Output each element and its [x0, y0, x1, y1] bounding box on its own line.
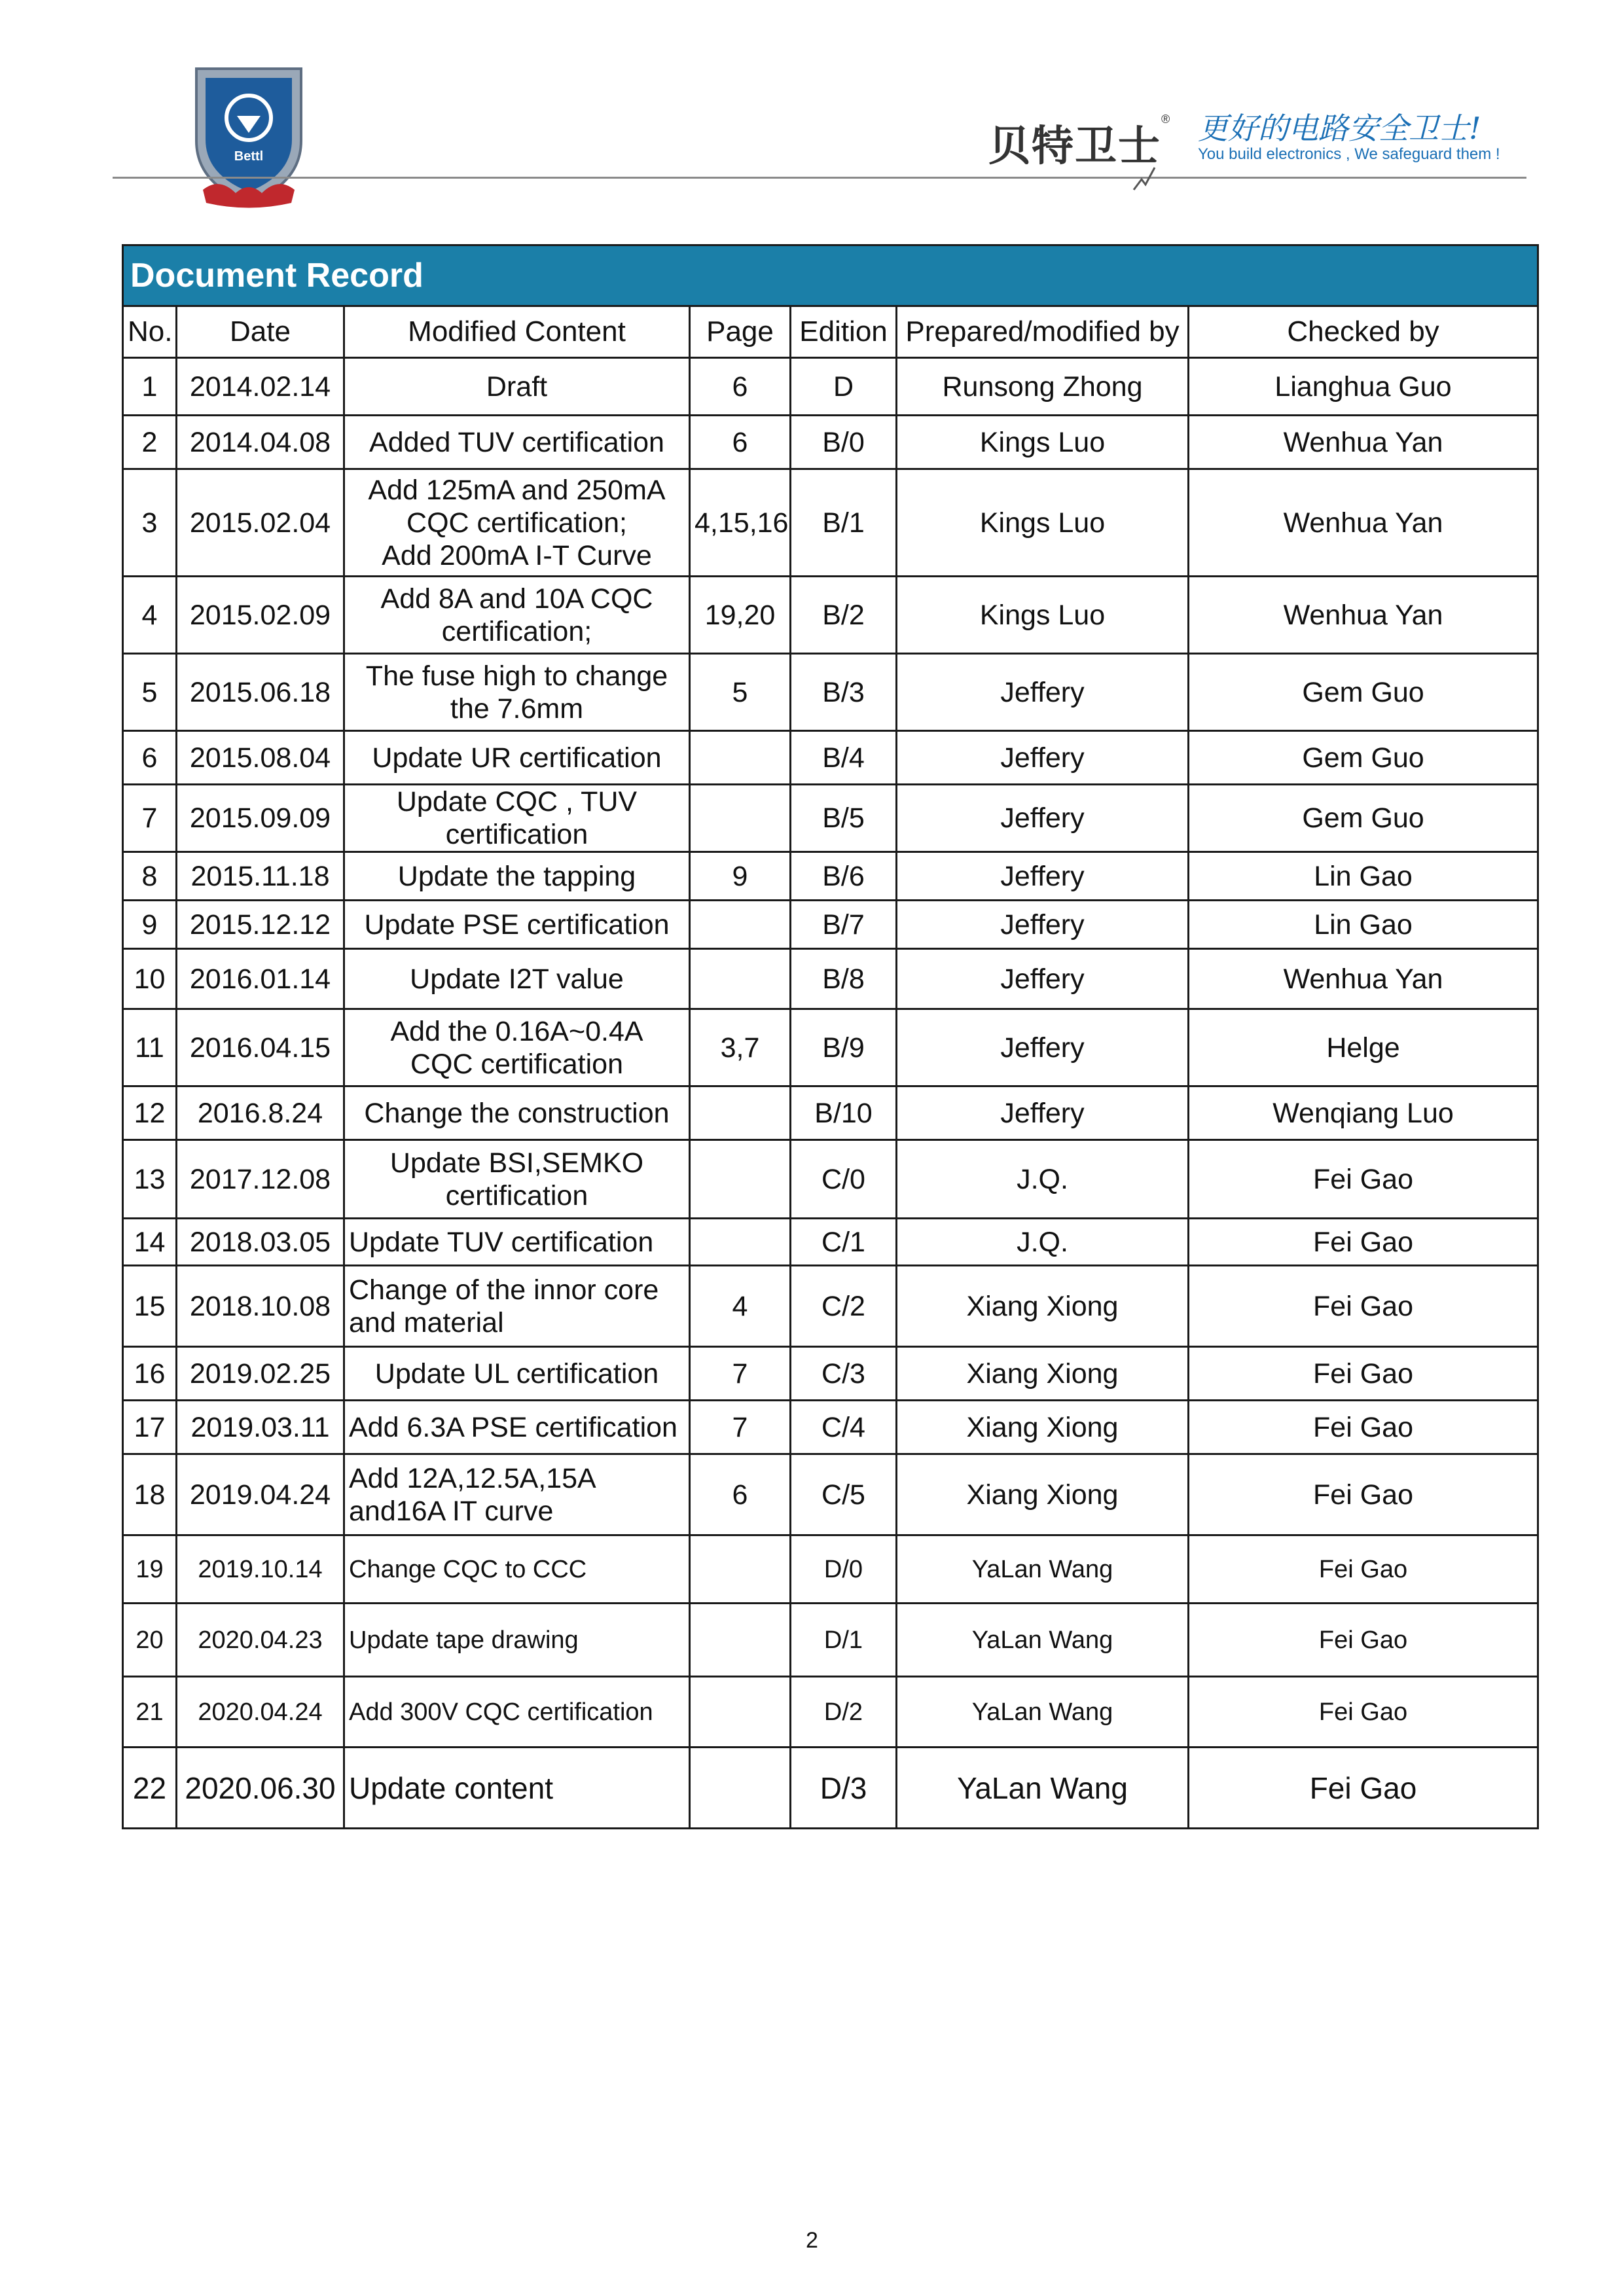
row-prepared-by: Jeffery — [897, 852, 1189, 901]
row-page: 4,15,16 — [690, 469, 791, 577]
row-no: 12 — [123, 1086, 177, 1140]
row-page: 6 — [690, 358, 791, 416]
row-modified-content: Update tape drawing — [344, 1604, 690, 1677]
row-checked-by: Fei Gao — [1189, 1677, 1538, 1748]
row-page — [690, 1086, 791, 1140]
row-checked-by: Wenqiang Luo — [1189, 1086, 1538, 1140]
table-header-row — [123, 306, 1538, 358]
row-prepared-by: Xiang Xiong — [897, 1266, 1189, 1347]
row-edition: B/0 — [791, 416, 897, 469]
row-checked-by: Gem Guo — [1189, 731, 1538, 785]
slogan-cn: 更好的电路安全卫士! — [1198, 111, 1481, 146]
row-date: 2014.04.08 — [177, 416, 344, 469]
document-record-table — [122, 244, 1539, 1829]
table-row — [123, 577, 1538, 654]
row-prepared-by: Jeffery — [897, 1009, 1189, 1086]
row-prepared-by: Kings Luo — [897, 469, 1189, 577]
row-checked-by: Fei Gao — [1189, 1266, 1538, 1347]
row-prepared-by: Jeffery — [897, 731, 1189, 785]
row-edition: B/9 — [791, 1009, 897, 1086]
row-checked-by: Wenhua Yan — [1189, 416, 1538, 469]
row-edition: C/2 — [791, 1266, 897, 1347]
row-modified-content: Update TUV certification — [344, 1219, 690, 1266]
row-prepared-by: YaLan Wang — [897, 1748, 1189, 1829]
row-checked-by: Fei Gao — [1189, 1535, 1538, 1604]
table-row — [123, 1677, 1538, 1748]
row-modified-content: Add 300V CQC certification — [344, 1677, 690, 1748]
row-page — [690, 1535, 791, 1604]
row-no: 19 — [123, 1535, 177, 1604]
row-prepared-by: YaLan Wang — [897, 1535, 1189, 1604]
row-date: 2015.02.04 — [177, 469, 344, 577]
row-date: 2015.12.12 — [177, 901, 344, 949]
row-prepared-by: Jeffery — [897, 949, 1189, 1009]
row-modified-content: Update UR certification — [344, 731, 690, 785]
table-row — [123, 1347, 1538, 1401]
row-date: 2020.04.23 — [177, 1604, 344, 1677]
row-edition: D/3 — [791, 1748, 897, 1829]
table-title: Document Record — [123, 245, 1538, 306]
row-checked-by: Lianghua Guo — [1189, 358, 1538, 416]
table-row — [123, 654, 1538, 731]
table-row — [123, 1454, 1538, 1535]
row-no: 6 — [123, 731, 177, 785]
row-no: 3 — [123, 469, 177, 577]
row-edition: C/3 — [791, 1347, 897, 1401]
row-date: 2018.10.08 — [177, 1266, 344, 1347]
row-modified-content: Added TUV certification — [344, 416, 690, 469]
table-row — [123, 901, 1538, 949]
row-no: 2 — [123, 416, 177, 469]
row-checked-by: Fei Gao — [1189, 1401, 1538, 1454]
slogan-en: You build electronics , We safeguard them ! — [1198, 145, 1500, 163]
row-page — [690, 949, 791, 1009]
row-checked-by: Fei Gao — [1189, 1219, 1538, 1266]
row-checked-by: Fei Gao — [1189, 1347, 1538, 1401]
table-row — [123, 1748, 1538, 1829]
col-header-edition: Edition — [791, 306, 897, 358]
row-checked-by: Gem Guo — [1189, 654, 1538, 731]
row-modified-content: Update the tapping — [344, 852, 690, 901]
row-no: 13 — [123, 1140, 177, 1219]
row-prepared-by: Jeffery — [897, 654, 1189, 731]
row-modified-content: Update I2T value — [344, 949, 690, 1009]
row-checked-by: Gem Guo — [1189, 785, 1538, 852]
row-date: 2019.03.11 — [177, 1401, 344, 1454]
row-edition: B/3 — [791, 654, 897, 731]
row-no: 20 — [123, 1604, 177, 1677]
row-modified-content: Update PSE certification — [344, 901, 690, 949]
row-no: 1 — [123, 358, 177, 416]
row-page: 6 — [690, 1454, 791, 1535]
row-edition: C/5 — [791, 1454, 897, 1535]
row-modified-content: Add 8A and 10A CQC certification; — [344, 577, 690, 654]
row-edition: D/1 — [791, 1604, 897, 1677]
col-header-page: Page — [690, 306, 791, 358]
row-no: 4 — [123, 577, 177, 654]
row-prepared-by: YaLan Wang — [897, 1604, 1189, 1677]
row-page: 9 — [690, 852, 791, 901]
row-prepared-by: Runsong Zhong — [897, 358, 1189, 416]
row-no: 14 — [123, 1219, 177, 1266]
row-date: 2016.8.24 — [177, 1086, 344, 1140]
row-checked-by: Lin Gao — [1189, 901, 1538, 949]
row-date: 2015.09.09 — [177, 785, 344, 852]
row-page — [690, 785, 791, 852]
row-no: 17 — [123, 1401, 177, 1454]
col-header-content: Modified Content — [344, 306, 690, 358]
row-edition: D — [791, 358, 897, 416]
row-date: 2016.04.15 — [177, 1009, 344, 1086]
row-edition: B/2 — [791, 577, 897, 654]
row-date: 2015.06.18 — [177, 654, 344, 731]
row-prepared-by: Xiang Xiong — [897, 1347, 1189, 1401]
logo-text: Bettl — [234, 149, 264, 164]
row-prepared-by: Xiang Xiong — [897, 1454, 1189, 1535]
row-date: 2020.06.30 — [177, 1748, 344, 1829]
col-header-checked: Checked by — [1189, 306, 1538, 358]
table-row — [123, 949, 1538, 1009]
row-page: 19,20 — [690, 577, 791, 654]
row-modified-content: Update BSI,SEMKO certification — [344, 1140, 690, 1219]
row-page — [690, 901, 791, 949]
table-row — [123, 1219, 1538, 1266]
row-edition: B/5 — [791, 785, 897, 852]
row-date: 2014.02.14 — [177, 358, 344, 416]
table-row — [123, 416, 1538, 469]
row-prepared-by: J.Q. — [897, 1219, 1189, 1266]
table-row — [123, 852, 1538, 901]
row-date: 2019.10.14 — [177, 1535, 344, 1604]
row-page: 4 — [690, 1266, 791, 1347]
row-modified-content: Update content — [344, 1748, 690, 1829]
row-edition: B/4 — [791, 731, 897, 785]
row-no: 8 — [123, 852, 177, 901]
row-date: 2015.02.09 — [177, 577, 344, 654]
table-row — [123, 1086, 1538, 1140]
col-header-prepared: Prepared/modified by — [897, 306, 1189, 358]
row-page: 5 — [690, 654, 791, 731]
row-date: 2015.11.18 — [177, 852, 344, 901]
table-row — [123, 469, 1538, 577]
row-prepared-by: J.Q. — [897, 1140, 1189, 1219]
row-no: 16 — [123, 1347, 177, 1401]
row-date: 2016.01.14 — [177, 949, 344, 1009]
row-prepared-by: Jeffery — [897, 785, 1189, 852]
page-number: 2 — [806, 2228, 818, 2253]
brand-name: 贝特卫士® — [988, 113, 1172, 170]
row-prepared-by: Jeffery — [897, 1086, 1189, 1140]
row-no: 10 — [123, 949, 177, 1009]
table-row — [123, 1535, 1538, 1604]
row-no: 15 — [123, 1266, 177, 1347]
row-modified-content: Draft — [344, 358, 690, 416]
table-row — [123, 1266, 1538, 1347]
row-modified-content: Update CQC , TUV certification — [344, 785, 690, 852]
row-edition: C/4 — [791, 1401, 897, 1454]
row-no: 7 — [123, 785, 177, 852]
row-modified-content: Change the construction — [344, 1086, 690, 1140]
row-date: 2019.04.24 — [177, 1454, 344, 1535]
row-modified-content: Update UL certification — [344, 1347, 690, 1401]
row-prepared-by: YaLan Wang — [897, 1677, 1189, 1748]
row-page: 6 — [690, 416, 791, 469]
table-row — [123, 358, 1538, 416]
row-checked-by: Fei Gao — [1189, 1748, 1538, 1829]
row-date: 2017.12.08 — [177, 1140, 344, 1219]
row-prepared-by: Kings Luo — [897, 416, 1189, 469]
table-row — [123, 1140, 1538, 1219]
table-row — [123, 1401, 1538, 1454]
row-modified-content: Add 125mA and 250mA CQC certification; Add 200mA I-T Curve — [344, 469, 690, 577]
row-modified-content: Change CQC to CCC — [344, 1535, 690, 1604]
row-modified-content: The fuse high to change the 7.6mm — [344, 654, 690, 731]
row-checked-by: Wenhua Yan — [1189, 577, 1538, 654]
row-edition: B/10 — [791, 1086, 897, 1140]
row-page — [690, 1748, 791, 1829]
row-page — [690, 1677, 791, 1748]
row-page: 3,7 — [690, 1009, 791, 1086]
row-checked-by: Fei Gao — [1189, 1454, 1538, 1535]
row-no: 11 — [123, 1009, 177, 1086]
row-edition: B/6 — [791, 852, 897, 901]
row-no: 9 — [123, 901, 177, 949]
row-prepared-by: Xiang Xiong — [897, 1401, 1189, 1454]
row-modified-content: Add 12A,12.5A,15A and16A IT curve — [344, 1454, 690, 1535]
row-date: 2018.03.05 — [177, 1219, 344, 1266]
row-modified-content: Add 6.3A PSE certification — [344, 1401, 690, 1454]
col-header-date: Date — [177, 306, 344, 358]
row-no: 22 — [123, 1748, 177, 1829]
header-rule — [113, 177, 1526, 179]
row-modified-content: Change of the innor core and material — [344, 1266, 690, 1347]
row-no: 5 — [123, 654, 177, 731]
row-edition: B/7 — [791, 901, 897, 949]
row-edition: D/2 — [791, 1677, 897, 1748]
row-edition: C/1 — [791, 1219, 897, 1266]
row-checked-by: Wenhua Yan — [1189, 469, 1538, 577]
row-checked-by: Fei Gao — [1189, 1140, 1538, 1219]
row-date: 2019.02.25 — [177, 1347, 344, 1401]
row-page — [690, 731, 791, 785]
row-date: 2020.04.24 — [177, 1677, 344, 1748]
company-logo — [183, 62, 314, 209]
row-edition: B/8 — [791, 949, 897, 1009]
col-header-no: No. — [123, 306, 177, 358]
row-checked-by: Fei Gao — [1189, 1604, 1538, 1677]
row-no: 21 — [123, 1677, 177, 1748]
row-page: 7 — [690, 1401, 791, 1454]
row-page — [690, 1140, 791, 1219]
table-row — [123, 731, 1538, 785]
row-date: 2015.08.04 — [177, 731, 344, 785]
table-row — [123, 1604, 1538, 1677]
row-no: 18 — [123, 1454, 177, 1535]
row-checked-by: Helge — [1189, 1009, 1538, 1086]
row-page — [690, 1604, 791, 1677]
row-page — [690, 1219, 791, 1266]
row-edition: B/1 — [791, 469, 897, 577]
row-page: 7 — [690, 1347, 791, 1401]
table-row — [123, 1009, 1538, 1086]
row-prepared-by: Jeffery — [897, 901, 1189, 949]
row-edition: D/0 — [791, 1535, 897, 1604]
row-checked-by: Lin Gao — [1189, 852, 1538, 901]
row-modified-content: Add the 0.16A~0.4A CQC certification — [344, 1009, 690, 1086]
row-edition: C/0 — [791, 1140, 897, 1219]
row-checked-by: Wenhua Yan — [1189, 949, 1538, 1009]
table-row — [123, 785, 1538, 852]
row-prepared-by: Kings Luo — [897, 577, 1189, 654]
